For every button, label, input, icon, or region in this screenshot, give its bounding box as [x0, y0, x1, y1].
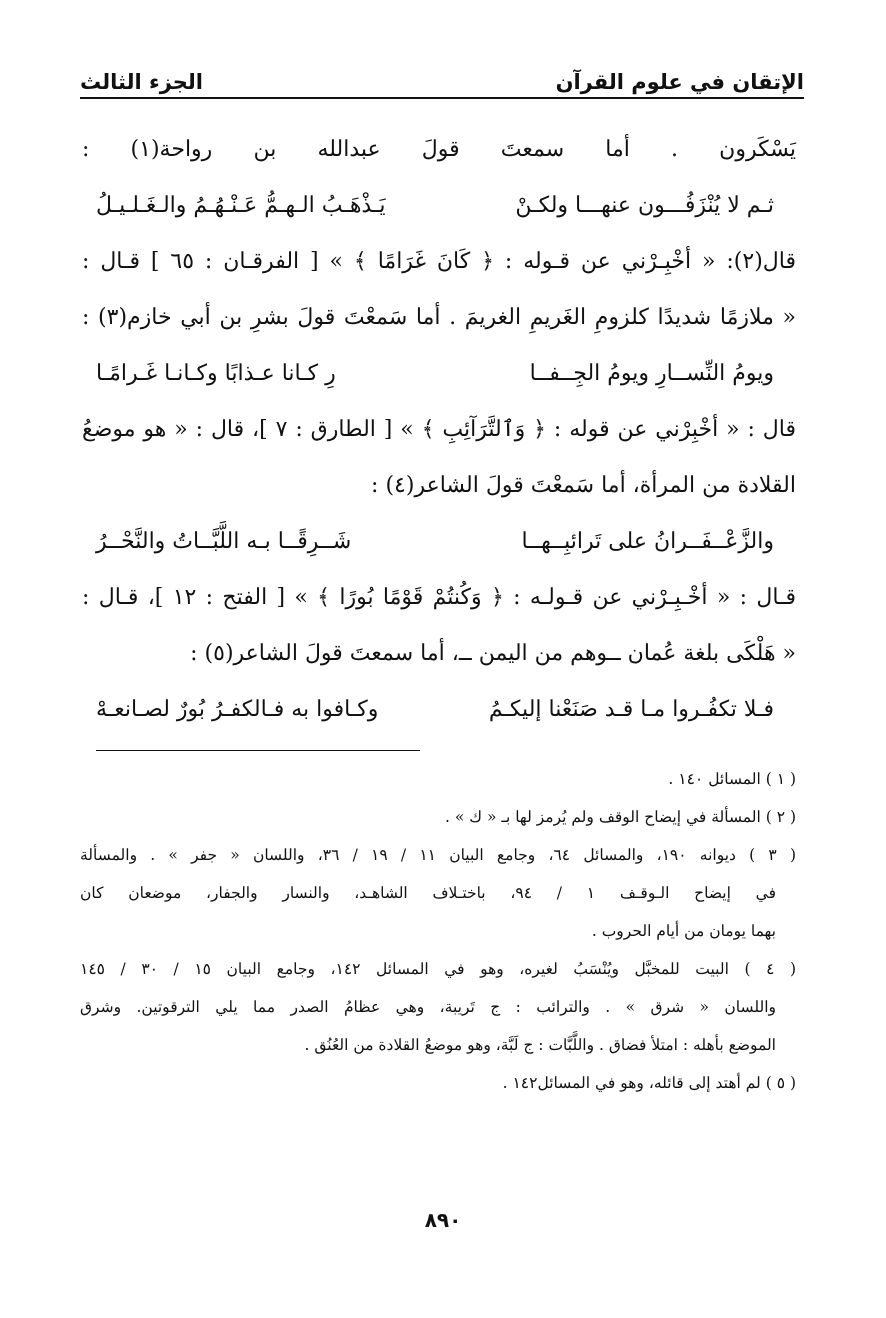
- text-line: قـال : « أخْـبِـرْني عن قـولـه : ﴿ وَكُنتُمْ قَوْمًا بُورًا ﴾ » [ الفتح : ١٢ ]، قـال :: [82, 585, 796, 610]
- footnote-line: الموضع بأهله : امتلأ فضاق . واللَّبَّات : ج لَبَّة، وهو موضعُ القلادة من العُنُق .: [304, 1036, 776, 1054]
- verse-second-hemistich: يَـذْهَـبُ الـهـمُّ عَـنْـهُـمُ والـغَـلـيـلُ: [96, 193, 386, 218]
- footnote: [80, 798, 796, 836]
- verse-first-hemistich: فـلا تكفُـروا مـا قـد صَنَعْنا إليكـمُ: [488, 697, 774, 722]
- text-line: « ملازمًا شديدًا كلزومِ الغَريمِ الغريمَ . أما سَمعْتَ قولَ بشرِ بن أبي خازم(٣) :: [82, 305, 796, 330]
- part-label: الجزء الثالث: [80, 70, 203, 94]
- text-line: يَسْكَرون . أما سمعتَ قولَ عبدالله بن رواحة(١) :: [82, 137, 796, 162]
- footnote-line: ( ٤ ) البيت للمخبَّل ويُنْسَبُ لغيره، وهو في المسائل ١٤٢، وجامع البيان ١٥ / ٣٠ / ١٤٥: [80, 960, 796, 978]
- text-line: « هَلْكَى بلغة عُمان ــوهم من اليمن ــ، أما سمعتَ قولَ الشاعر(٥) :: [190, 641, 796, 666]
- page-number: ٨٩٠: [424, 1208, 462, 1232]
- verse-second-hemistich: شَــرِقًــا بـه اللَّبَّــاتُ والنَّحْــرُ: [96, 529, 352, 554]
- footnote-separator: [96, 750, 420, 751]
- footnote-line: ( ٥ ) لم أهتد إلى قائله، وهو في المسائل١٤٢ .: [502, 1074, 796, 1092]
- text-line: القلادة من المرأة، أما سَمعْتَ قولَ الشاعر(٤) :: [371, 473, 796, 498]
- text-line: قال : « أخْبِرْني عن قوله : ﴿ وَٱلتَّرَآئِبِ ﴾ » [ الطارق : ٧ ]، قال : « هو موضعُ: [82, 417, 796, 442]
- footnote: [80, 1064, 796, 1102]
- verse-line: [82, 682, 796, 738]
- footnote-line: ( ١ ) المسائل ١٤٠ .: [668, 770, 796, 788]
- verse-line: [82, 178, 796, 234]
- verse-line: [82, 514, 796, 570]
- header-rule: [80, 97, 804, 99]
- footnote-line: بهما يومان من أيام الحروب .: [591, 922, 776, 940]
- footnote-line: ( ٢ ) المسألة في إيضاح الوقف ولم يُرمز لها بـ « ك » .: [445, 808, 796, 826]
- footnote: [80, 950, 796, 1064]
- footnote-line: ( ٣ ) ديوانه ١٩٠، والمسائل ٦٤، وجامع البيان ١١ / ١٩ / ٣٦، واللسان « جفر » . والمسألة: [80, 846, 797, 864]
- running-header: [80, 50, 804, 94]
- footnote-line: في إيضاح الـوقـف ١ / ٩٤، باختـلاف الشاهـد، والنسار والجفار، موضعان كان: [80, 884, 776, 902]
- book-title: الإتقان في علوم القرآن: [555, 70, 804, 94]
- footnote: [80, 760, 796, 798]
- footnotes: [80, 760, 796, 1102]
- verse-second-hemistich: رِ كـانا عـذابًا وكـانـا غَـرامًـا: [96, 361, 336, 386]
- verse-second-hemistich: وكـافوا به فـالكفـرُ بُورٌ لصـانعـهْ: [96, 697, 379, 722]
- verse-first-hemistich: والزَّعْــفَــرانُ على تَرائبِــهــا: [521, 529, 774, 554]
- verse-first-hemistich: ثـم لا يُنْزَفُـــون عنهـــا ولكـنْ: [515, 193, 774, 218]
- verse-first-hemistich: ويومُ النِّســارِ ويومُ الجِــفــا: [529, 361, 774, 386]
- main-text: [82, 122, 796, 738]
- footnote-line: واللسان « شرق » . والترائب : ج تَريبة، وهي عظامُ الصدر مما يلي الترقوتين. وشرق: [80, 998, 776, 1016]
- text-line: قال(٢): « أخْبِـرْني عن قـوله : ﴿ كَانَ غَرَامًا ﴾ » [ الفرقـان : ٦٥ ] قـال :: [82, 249, 797, 274]
- verse-line: [82, 346, 796, 402]
- footnote: [80, 836, 796, 950]
